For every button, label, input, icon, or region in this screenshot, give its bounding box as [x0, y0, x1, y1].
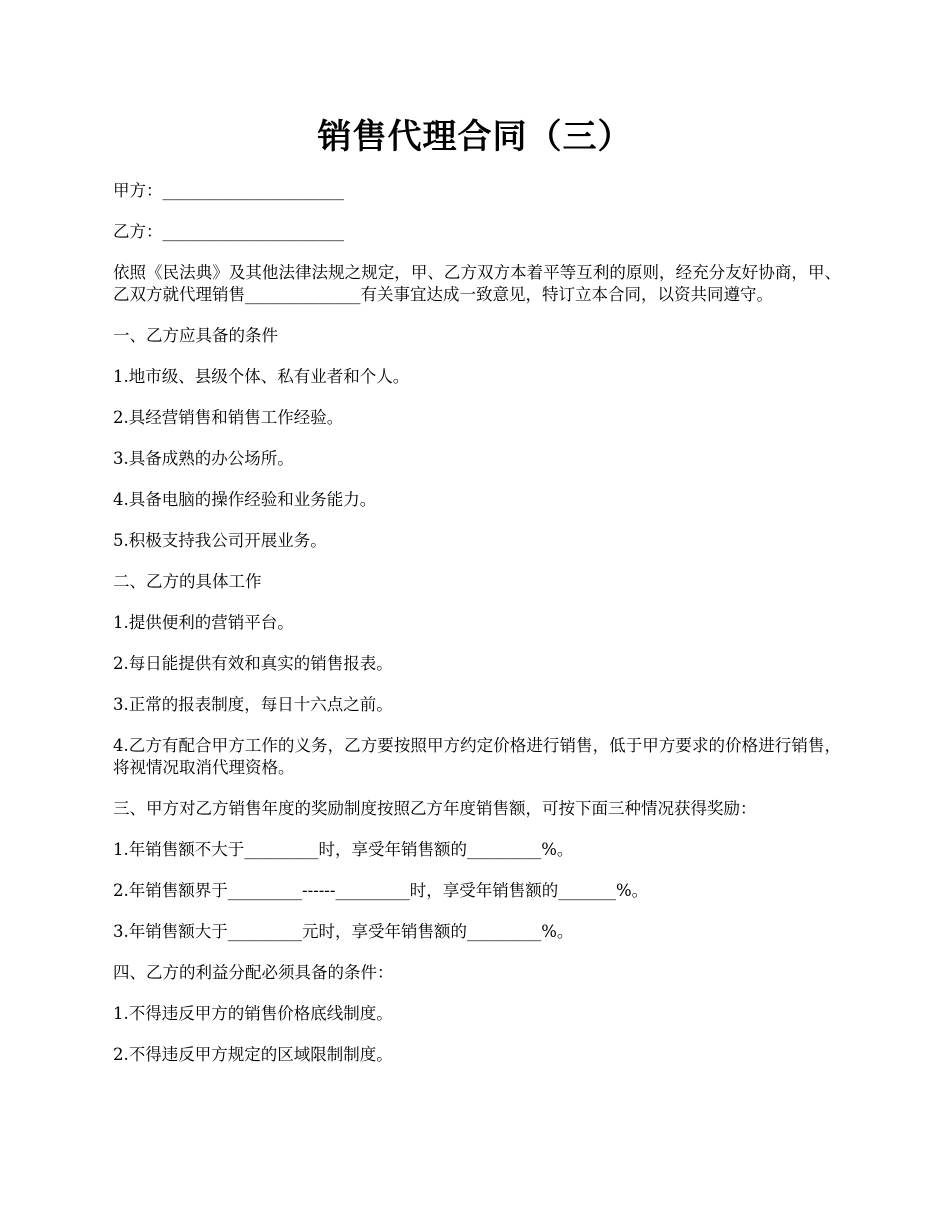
clause-1-5: 5.积极支持我公司开展业务。 — [113, 531, 327, 550]
clause-2-4: 4.乙方有配合甲方工作的义务，乙方要按照甲方约定价格进行销售，低于甲方要求的价格进行销售，将视情况取消代理资格。 — [113, 736, 841, 777]
party-a-line: 甲方：______________________ — [113, 181, 344, 200]
clause-1-3: 3.具备成熟的办公场所。 — [113, 449, 294, 468]
clause-3-1: 1.年销售额不大于_________时，享受年销售额的_________%。 — [113, 840, 574, 859]
section-heading-3: 三、甲方对乙方销售年度的奖励制度按照乙方年度销售额，可按下面三种情况获得奖励： — [113, 799, 757, 818]
clause-3-3: 3.年销售额大于_________元时，享受年销售额的_________%。 — [113, 922, 574, 941]
party-b-line: 乙方：______________________ — [113, 222, 344, 241]
clause-2-2: 2.每日能提供有效和真实的销售报表。 — [113, 654, 393, 673]
clause-4-1: 1.不得违反甲方的销售价格底线制度。 — [113, 1004, 393, 1023]
document-body — [113, 180, 841, 1085]
section-heading-2: 二、乙方的具体工作 — [113, 572, 262, 591]
document-title: 销售代理合同（三） — [317, 117, 633, 157]
preamble-paragraph: 依照《民法典》及其他法律法规之规定，甲、乙方双方本着平等互利的原则，经充分友好协商，甲、乙双方就代理销售______________有关事宜达成一致意见，特订立本合同，以资共同遵守。 — [113, 263, 841, 304]
clause-4-2: 2.不得违反甲方规定的区域限制制度。 — [113, 1045, 393, 1064]
clause-2-1: 1.提供便利的营销平台。 — [113, 613, 294, 632]
section-heading-1: 一、乙方应具备的条件 — [113, 326, 278, 345]
clause-1-4: 4.具备电脑的操作经验和业务能力。 — [113, 490, 377, 509]
clause-1-2: 2.具经营销售和销售工作经验。 — [113, 408, 344, 427]
section-heading-4: 四、乙方的利益分配必须具备的条件： — [113, 963, 394, 982]
clause-2-3: 3.正常的报表制度，每日十六点之前。 — [113, 695, 393, 714]
clause-1-1: 1.地市级、县级个体、私有业者和个人。 — [113, 367, 410, 386]
clause-3-2: 2.年销售额界于_________------_________时，享受年销售额的_______%。 — [113, 881, 649, 900]
